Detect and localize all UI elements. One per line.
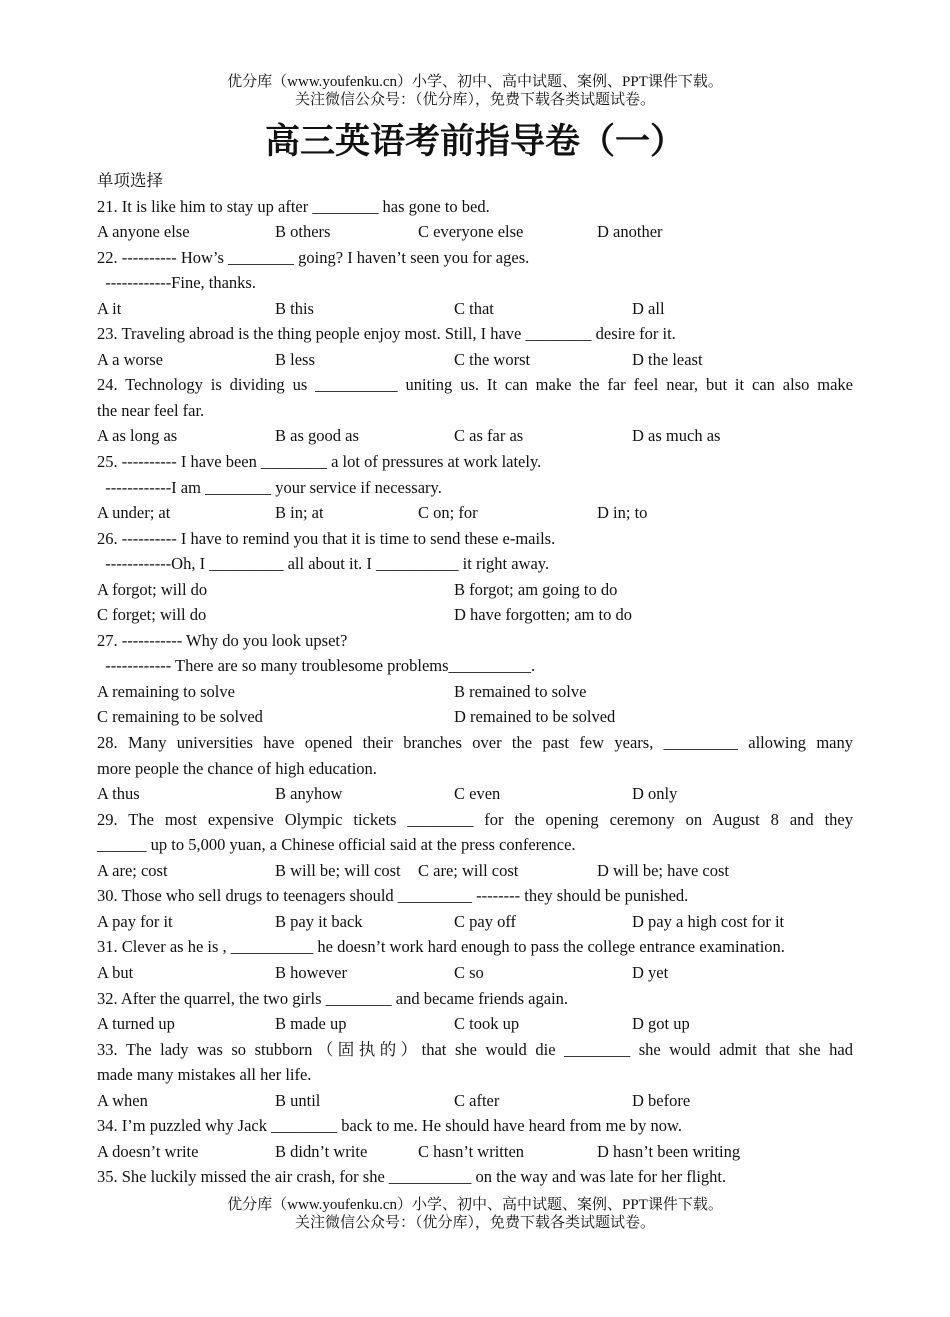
question-26 (97, 526, 853, 628)
answer-option: B this (275, 298, 314, 318)
options-row (97, 704, 853, 730)
options-row (97, 781, 853, 807)
header-line-1: 优分库（www.youfenku.cn）小学、初中、高中试题、案例、PPT课件下载。 (227, 74, 723, 90)
answer-option: D hasn’t been writing (597, 1141, 741, 1161)
answer-option: B until (275, 1090, 321, 1110)
options-row (97, 1088, 853, 1114)
answer-option: B in; at (275, 503, 324, 523)
question-stem-line: more people the chance of high education. (97, 758, 377, 778)
answer-option: C are; will cost (418, 860, 519, 880)
header-line-2: 关注微信公众号：（优分库），免费下载各类试题试卷。 (294, 92, 655, 108)
answer-option: C even (454, 784, 501, 804)
question-stem-line: ------------I am ________ your service if necessary. (97, 477, 442, 497)
question-stem-line: 27. ----------- Why do you look upset? (97, 630, 348, 650)
options-row (97, 577, 853, 603)
options-row (97, 1011, 853, 1037)
answer-option: B will be; will cost (275, 860, 401, 880)
answer-option: D pay a high cost for it (632, 911, 785, 931)
section-heading: 单项选择 (97, 171, 163, 190)
options-row (97, 296, 853, 322)
answer-option: D will be; have cost (597, 860, 729, 880)
options-row (97, 1139, 853, 1165)
answer-option: C hasn’t written (418, 1141, 525, 1161)
options-row (97, 500, 853, 526)
answer-option: A a worse (97, 349, 163, 369)
answer-option: B made up (275, 1014, 347, 1034)
answer-option: D got up (632, 1014, 690, 1034)
question-30 (97, 883, 853, 934)
answer-option: A are; cost (97, 860, 168, 880)
answer-option: B didn’t write (275, 1141, 368, 1161)
question-33 (97, 1037, 853, 1114)
question-stem-line: the near feel far. (97, 400, 205, 420)
question-stem-line: ______ up to 5,000 yuan, a Chinese official said at the press conference. (97, 835, 576, 855)
answer-option: A doesn’t write (97, 1141, 199, 1161)
question-stem-line: ------------Oh, I _________ all about it. I __________ it right away. (97, 554, 550, 574)
question-34 (97, 1113, 853, 1164)
answer-option: A as long as (97, 426, 178, 446)
options-row (97, 423, 853, 449)
question-stem-line: 34. I’m puzzled why Jack ________ back to me. He should have heard from me by now. (97, 1116, 682, 1136)
answer-option: A under; at (97, 503, 171, 523)
answer-option: C remaining to be solved (97, 707, 263, 727)
answer-option: B forgot; am going to do (454, 579, 618, 599)
answer-option: D in; to (597, 503, 648, 523)
question-stem-line: 31. Clever as he is , __________ he doesn’t work hard enough to pass the college entrance examination. (97, 937, 785, 957)
question-stem-line: 35. She luckily missed the air crash, for she __________ on the way and was late for her flight. (97, 1167, 727, 1187)
answer-option: C the worst (454, 349, 531, 369)
question-stem-line: 30. Those who sell drugs to teenagers should _________ -------- they should be punished. (97, 886, 689, 906)
answer-option: B remained to solve (454, 681, 587, 701)
question-stem-line: ------------ There are so many troublesome problems__________. (97, 656, 536, 676)
answer-option: D remained to be solved (454, 707, 616, 727)
question-stem-line: 23. Traveling abroad is the thing people enjoy most. Still, I have ________ desire for it. (97, 324, 676, 344)
options-row (97, 858, 853, 884)
page-header (0, 73, 950, 109)
questions-container (97, 194, 853, 1190)
question-22 (97, 245, 853, 322)
answer-option: C as far as (454, 426, 524, 446)
question-24 (97, 372, 853, 449)
question-stem-line: 28. Many universities have opened their branches over the past few years, _________ allowing many (97, 733, 853, 753)
answer-option: A but (97, 962, 134, 982)
answer-option: D another (597, 222, 663, 242)
question-27 (97, 628, 853, 730)
options-row (97, 347, 853, 373)
answer-option: A thus (97, 784, 140, 804)
answer-option: C so (454, 962, 484, 982)
footer-line-1: 优分库（www.youfenku.cn）小学、初中、高中试题、案例、PPT课件下载。 (227, 1197, 723, 1213)
options-row (97, 602, 853, 628)
question-stem-line: 32. After the quarrel, the two girls ________ and became friends again. (97, 988, 569, 1008)
answer-option: C pay off (454, 911, 517, 931)
options-row (97, 960, 853, 986)
question-31 (97, 934, 853, 985)
answer-option: C that (454, 298, 494, 318)
question-stem-line: ------------Fine, thanks. (97, 273, 256, 293)
answer-option: C on; for (418, 503, 478, 523)
answer-option: D all (632, 298, 665, 318)
answer-option: A forgot; will do (97, 579, 208, 599)
question-stem-line: made many mistakes all her life. (97, 1065, 312, 1085)
question-stem-line: 24. Technology is dividing us __________ uniting us. It can make the far feel near, but it can also make (97, 375, 853, 395)
question-stem-line: 29. The most expensive Olympic tickets ________ for the opening ceremony on August 8 and they (97, 809, 853, 829)
question-stem-line: 33. The lady was so stubborn（固执的）that she would die ________ she would admit that she had (97, 1039, 853, 1059)
answer-option: A anyone else (97, 222, 190, 242)
page-footer (0, 1196, 950, 1232)
answer-option: B anyhow (275, 784, 343, 804)
answer-option: C after (454, 1090, 500, 1110)
options-row (97, 909, 853, 935)
answer-option: A it (97, 298, 122, 318)
question-21 (97, 194, 853, 245)
question-stem-line: 22. ---------- How’s ________ going? I haven’t seen you for ages. (97, 247, 530, 267)
question-list (97, 168, 853, 1190)
options-row (97, 219, 853, 245)
question-23 (97, 321, 853, 372)
footer-line-2: 关注微信公众号：（优分库），免费下载各类试题试卷。 (294, 1215, 655, 1231)
answer-option: B however (275, 962, 347, 982)
question-29 (97, 807, 853, 884)
answer-option: D before (632, 1090, 691, 1110)
answer-option: C everyone else (418, 222, 524, 242)
answer-option: B as good as (275, 426, 359, 446)
question-stem-line: 21. It is like him to stay up after ________ has gone to bed. (97, 196, 490, 216)
answer-option: D yet (632, 962, 669, 982)
answer-option: D the least (632, 349, 703, 369)
answer-option: B others (275, 222, 331, 242)
answer-option: C forget; will do (97, 605, 207, 625)
question-25 (97, 449, 853, 526)
answer-option: B pay it back (275, 911, 363, 931)
answer-option: A when (97, 1090, 148, 1110)
question-stem-line: 25. ---------- I have been ________ a lot of pressures at work lately. (97, 452, 542, 472)
question-35 (97, 1164, 853, 1190)
answer-option: B less (275, 349, 315, 369)
question-28 (97, 730, 853, 807)
answer-option: A turned up (97, 1014, 175, 1034)
answer-option: D as much as (632, 426, 721, 446)
options-row (97, 679, 853, 705)
answer-option: D have forgotten; am to do (454, 605, 632, 625)
answer-option: A pay for it (97, 911, 173, 931)
question-32 (97, 986, 853, 1037)
page-title: 高三英语考前指导卷（一） (264, 121, 685, 162)
answer-option: C took up (454, 1014, 520, 1034)
answer-option: A remaining to solve (97, 681, 235, 701)
question-stem-line: 26. ---------- I have to remind you that it is time to send these e-mails. (97, 528, 556, 548)
answer-option: D only (632, 784, 678, 804)
